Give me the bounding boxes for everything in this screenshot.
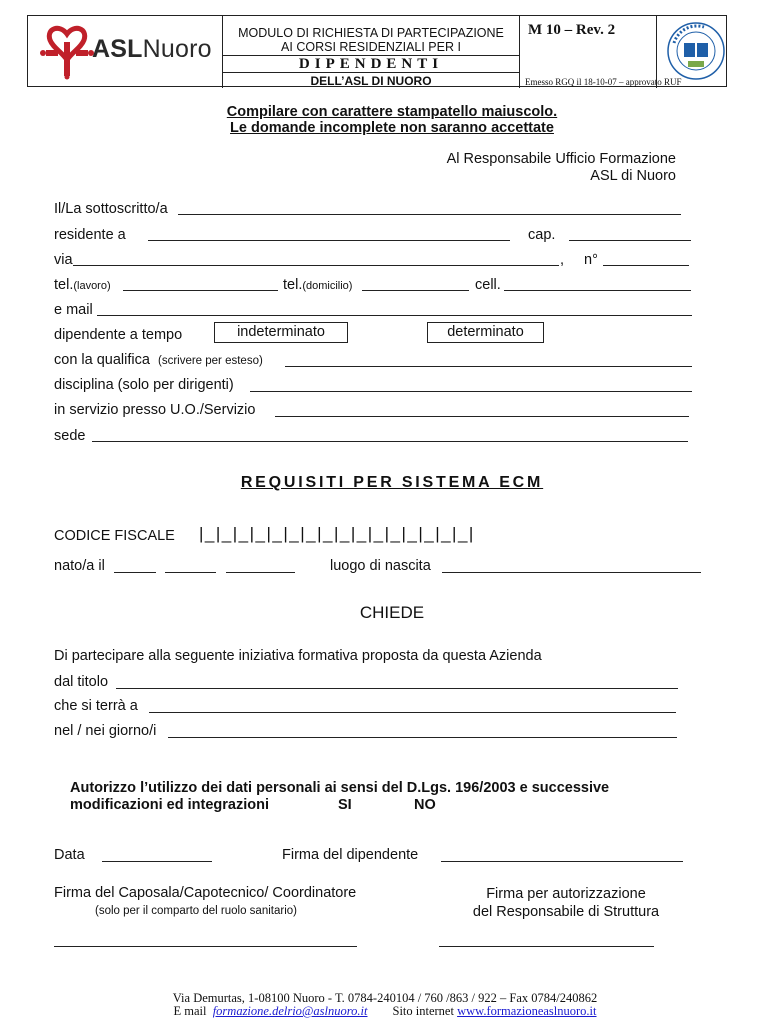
via-comma: , xyxy=(560,252,565,268)
field-label-firma-caposala: Firma del Caposala/Capotecnico/ Coordinatore xyxy=(54,885,357,901)
field-label-firma-dipendente: Firma del dipendente xyxy=(282,847,419,863)
firma-caposala-line[interactable] xyxy=(54,946,357,947)
field-label-tel-lavoro: tel.(lavoro) xyxy=(54,277,111,293)
birth-year-input-line[interactable] xyxy=(226,572,295,573)
via-input-line[interactable] xyxy=(73,265,559,266)
field-label-sede: sede xyxy=(54,428,86,444)
revision-code: M 10 – Rev. 2 xyxy=(528,22,616,38)
footer-site-link[interactable]: www.formazioneaslnuoro.it xyxy=(457,1004,597,1018)
field-label-cell: cell. xyxy=(475,277,501,293)
residente-input-line[interactable] xyxy=(148,240,510,241)
request-text: Di partecipare alla seguente iniziativa formativa proposta da questa Azienda xyxy=(54,648,542,664)
field-label-residente: residente a xyxy=(54,227,126,243)
field-label-tel-domicilio: tel.(domicilio) xyxy=(283,277,353,293)
birth-day-input-line[interactable] xyxy=(114,572,156,573)
field-label-email: e mail xyxy=(54,302,93,318)
form-title: MODULO DI RICHIESTA DI PARTECIPAZIONE AI CORSI RESIDENZIALI PER I xyxy=(238,26,504,54)
tel-domicilio-input-line[interactable] xyxy=(362,290,469,291)
field-label-via: via xyxy=(54,252,73,268)
ecm-section-title: REQUISITI PER SISTEMA ECM xyxy=(240,474,544,491)
form-title-asl: DELL’ASL DI NUORO xyxy=(310,74,432,88)
firma-dipendente-line[interactable] xyxy=(441,861,683,862)
titolo-input-line[interactable] xyxy=(116,688,678,689)
cell-input-line[interactable] xyxy=(504,290,691,291)
field-label-numero: n° xyxy=(584,252,598,268)
caposala-note: (solo per il comparto del ruolo sanitario) xyxy=(95,905,297,917)
field-label-codice-fiscale: CODICE FISCALE xyxy=(54,528,175,544)
consent-no-option[interactable]: NO xyxy=(414,797,436,813)
luogo-corso-input-line[interactable] xyxy=(149,712,676,713)
data-input-line[interactable] xyxy=(102,861,212,862)
instructions: Compilare con carattere stampatello maiuscolo. Le domande incomplete non saranno accettate xyxy=(226,104,558,136)
asl-logo-text: ASLNuoro xyxy=(92,35,212,63)
issue-note: Emesso RGQ il 18-10-07 – approvato RUF xyxy=(525,77,682,87)
footer-email-link[interactable]: formazione.delrio@aslnuoro.it xyxy=(212,1004,368,1018)
sede-input-line[interactable] xyxy=(92,441,688,442)
birth-month-input-line[interactable] xyxy=(165,572,216,573)
option-determinato[interactable]: determinato xyxy=(427,322,544,343)
cap-input-line[interactable] xyxy=(569,240,691,241)
field-label-qualifica: con la qualifica (scrivere per esteso) xyxy=(54,352,263,368)
privacy-consent-text: Autorizzo l’utilizzo dei dati personali ai sensi del D.Lgs. 196/2003 e successive modificazioni ed integrazioni xyxy=(70,780,610,813)
header-table xyxy=(27,15,727,87)
numero-input-line[interactable] xyxy=(603,265,689,266)
qualifica-input-line[interactable] xyxy=(285,366,692,367)
field-label-disciplina: disciplina (solo per dirigenti) xyxy=(54,377,234,393)
field-label-autorizzazione: Firma per autorizzazione del Responsabile di Struttura xyxy=(472,886,660,920)
field-label-nato: nato/a il xyxy=(54,558,105,574)
tel-lavoro-input-line[interactable] xyxy=(123,290,278,291)
footer-address: Via Demurtas, 1-08100 Nuoro - T. 0784-240104 / 760 /863 / 922 – Fax 0784/240862 xyxy=(172,991,598,1005)
chiede-heading: CHIEDE xyxy=(359,603,425,622)
field-label-giorni: nel / nei giorno/i xyxy=(54,723,157,739)
servizio-input-line[interactable] xyxy=(275,416,689,417)
certification-seal-icon xyxy=(664,19,728,83)
giorni-input-line[interactable] xyxy=(168,737,677,738)
header-divider xyxy=(519,16,520,88)
firma-responsabile-line[interactable] xyxy=(439,946,654,947)
codice-fiscale-input[interactable]: |_|_|_|_|_|_|_|_|_|_|_|_|_|_|_|_| xyxy=(199,524,475,543)
sottoscritto-input-line[interactable] xyxy=(178,214,681,215)
asl-logo-icon xyxy=(38,22,96,80)
email-input-line[interactable] xyxy=(97,315,692,316)
field-label-cap: cap. xyxy=(528,227,556,243)
field-label-data: Data xyxy=(54,847,85,863)
disciplina-input-line[interactable] xyxy=(250,391,692,392)
footer-contacts: E mail formazione.delrio@aslnuoro.it Sito internet www.formazioneaslnuoro.it xyxy=(173,1004,597,1018)
recipient-address: Al Responsabile Ufficio Formazione ASL di Nuoro xyxy=(446,151,676,184)
field-label-sottoscritto: Il/La sottoscritto/a xyxy=(54,201,168,217)
consent-si-option[interactable]: SI xyxy=(338,797,352,813)
field-label-luogo-nascita: luogo di nascita xyxy=(330,558,431,574)
field-label-dipendente: dipendente a tempo xyxy=(54,327,183,343)
field-label-servizio: in servizio presso U.O./Servizio xyxy=(54,402,256,418)
option-indeterminato[interactable]: indeterminato xyxy=(214,322,348,343)
field-label-terra: che si terrà a xyxy=(54,698,138,714)
luogo-nascita-input-line[interactable] xyxy=(442,572,701,573)
field-label-titolo: dal titolo xyxy=(54,674,109,690)
form-title-dipendenti: DIPENDENTI xyxy=(298,56,444,72)
